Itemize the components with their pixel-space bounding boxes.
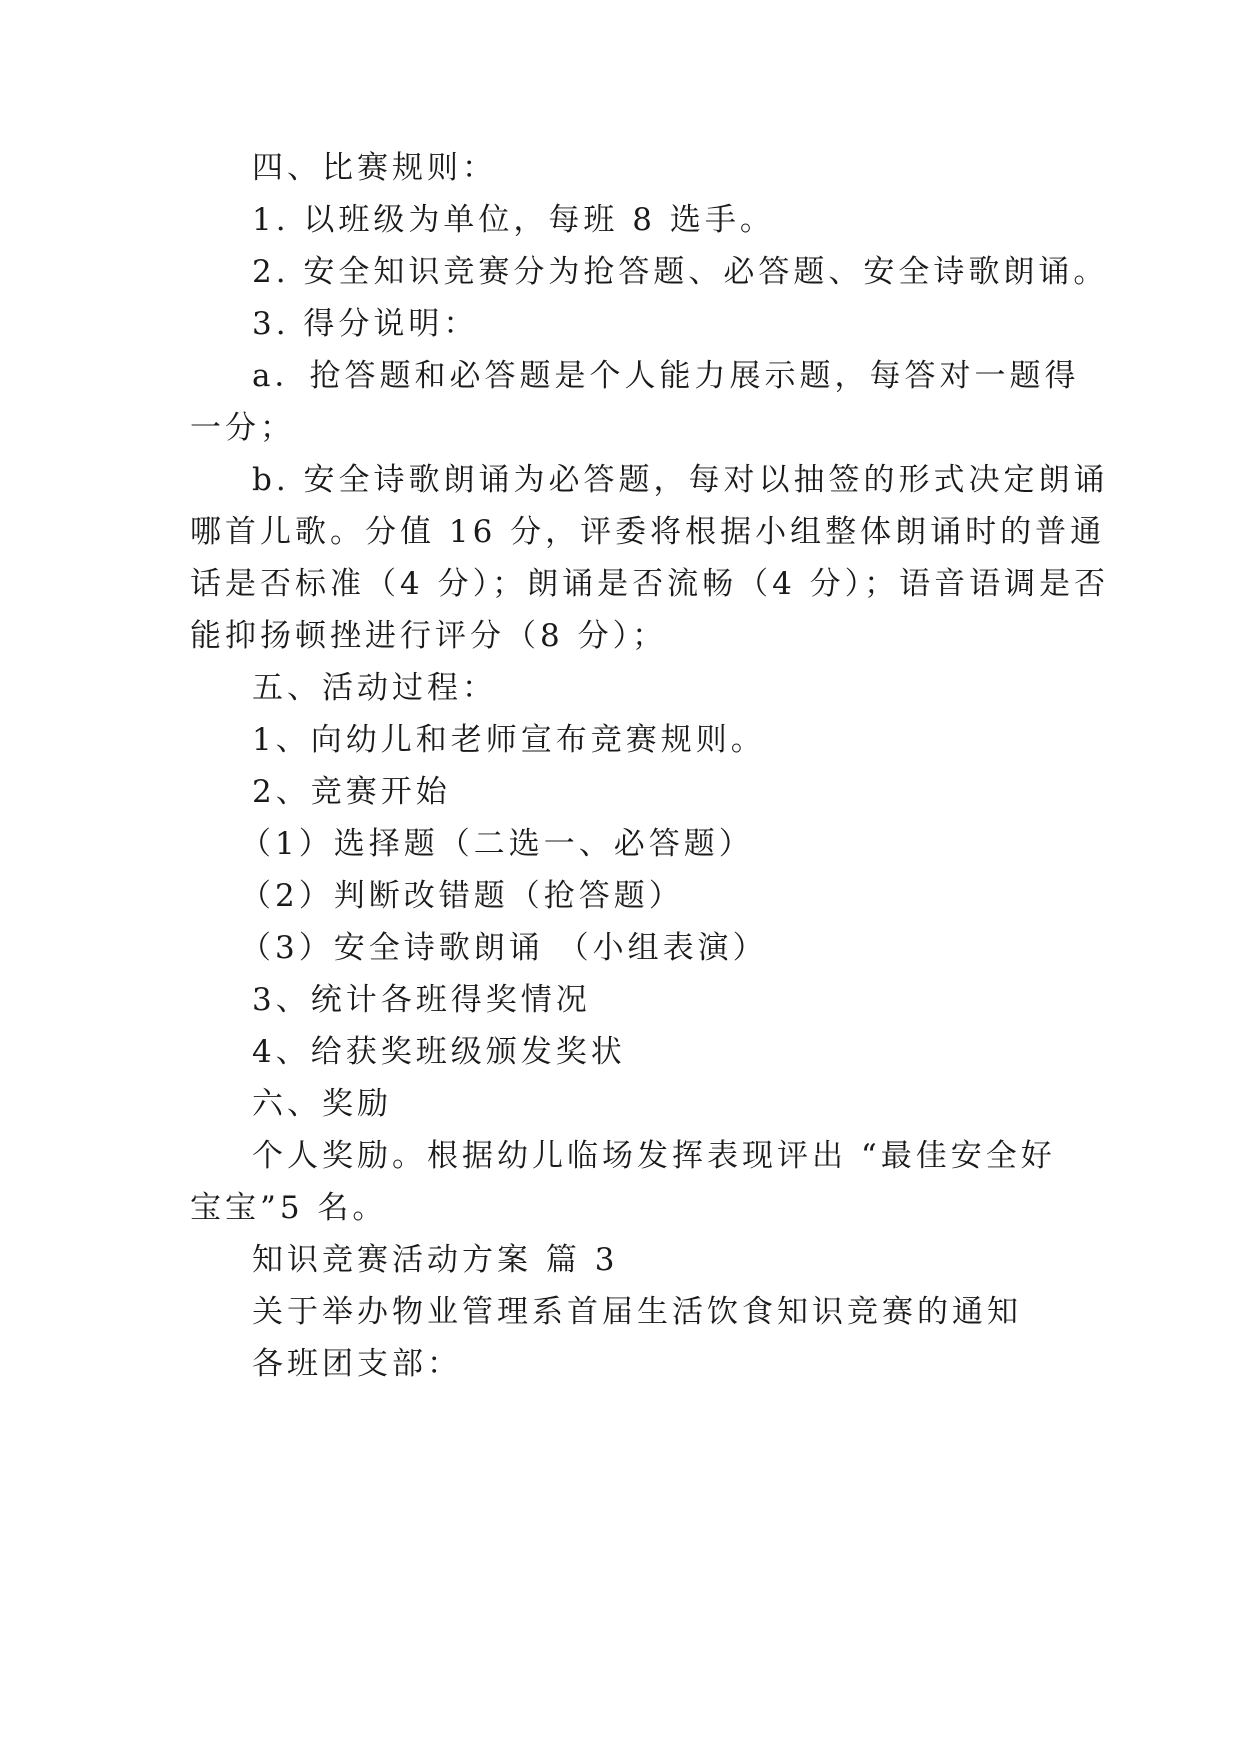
process-item-3: 3、统计各班得奖情况: [252, 982, 591, 1018]
reward-line-2: 宝宝”5 名。: [190, 1190, 388, 1226]
rule-item-3: 3. 得分说明：: [252, 306, 479, 342]
process-item-4: 4、给获奖班级颁发奖状: [252, 1034, 626, 1070]
process-subitem-3: （3）安全诗歌朗诵 （小组表演）: [240, 930, 768, 966]
section-heading-rewards: 六、奖励: [252, 1086, 392, 1122]
scoring-b-line-2: 哪首儿歌。分值 16 分，评委将根据小组整体朗诵时的普通: [190, 514, 1106, 550]
plan-title: 知识竞赛活动方案 篇 3: [252, 1242, 619, 1278]
process-subitem-1: （1）选择题（二选一、必答题）: [240, 826, 754, 862]
section-heading-rules: 四、比赛规则：: [252, 150, 497, 186]
rule-item-2: 2. 安全知识竞赛分为抢答题、必答题、安全诗歌朗诵。: [252, 254, 1109, 290]
scoring-b-line-4: 能抑扬顿挫进行评分（8 分）；: [190, 618, 668, 654]
process-item-2: 2、竞赛开始: [252, 774, 451, 810]
rule-item-1: 1. 以班级为单位，每班 8 选手。: [252, 202, 775, 238]
section-heading-process: 五、活动过程：: [252, 670, 497, 706]
reward-line-1: 个人奖励。根据幼儿临场发挥表现评出 “最佳安全好: [252, 1138, 1056, 1174]
scoring-b-line-1: b. 安全诗歌朗诵为必答题，每对以抽签的形式决定朗诵: [252, 462, 1109, 498]
notice-title: 关于举办物业管理系首届生活饮食知识竞赛的通知: [252, 1294, 1022, 1330]
scoring-a-line-2: 一分；: [190, 410, 295, 446]
process-subitem-2: （2）判断改错题（抢答题）: [240, 878, 684, 914]
scoring-a-line-1: a．抢答题和必答题是个人能力展示题，每答对一题得: [252, 358, 1080, 394]
scoring-b-line-3: 话是否标准（4 分）；朗诵是否流畅（4 分）；语音语调是否: [190, 566, 1110, 602]
process-item-1: 1、向幼儿和老师宣布竞赛规则。: [252, 722, 766, 758]
notice-salutation: 各班团支部：: [252, 1346, 462, 1382]
